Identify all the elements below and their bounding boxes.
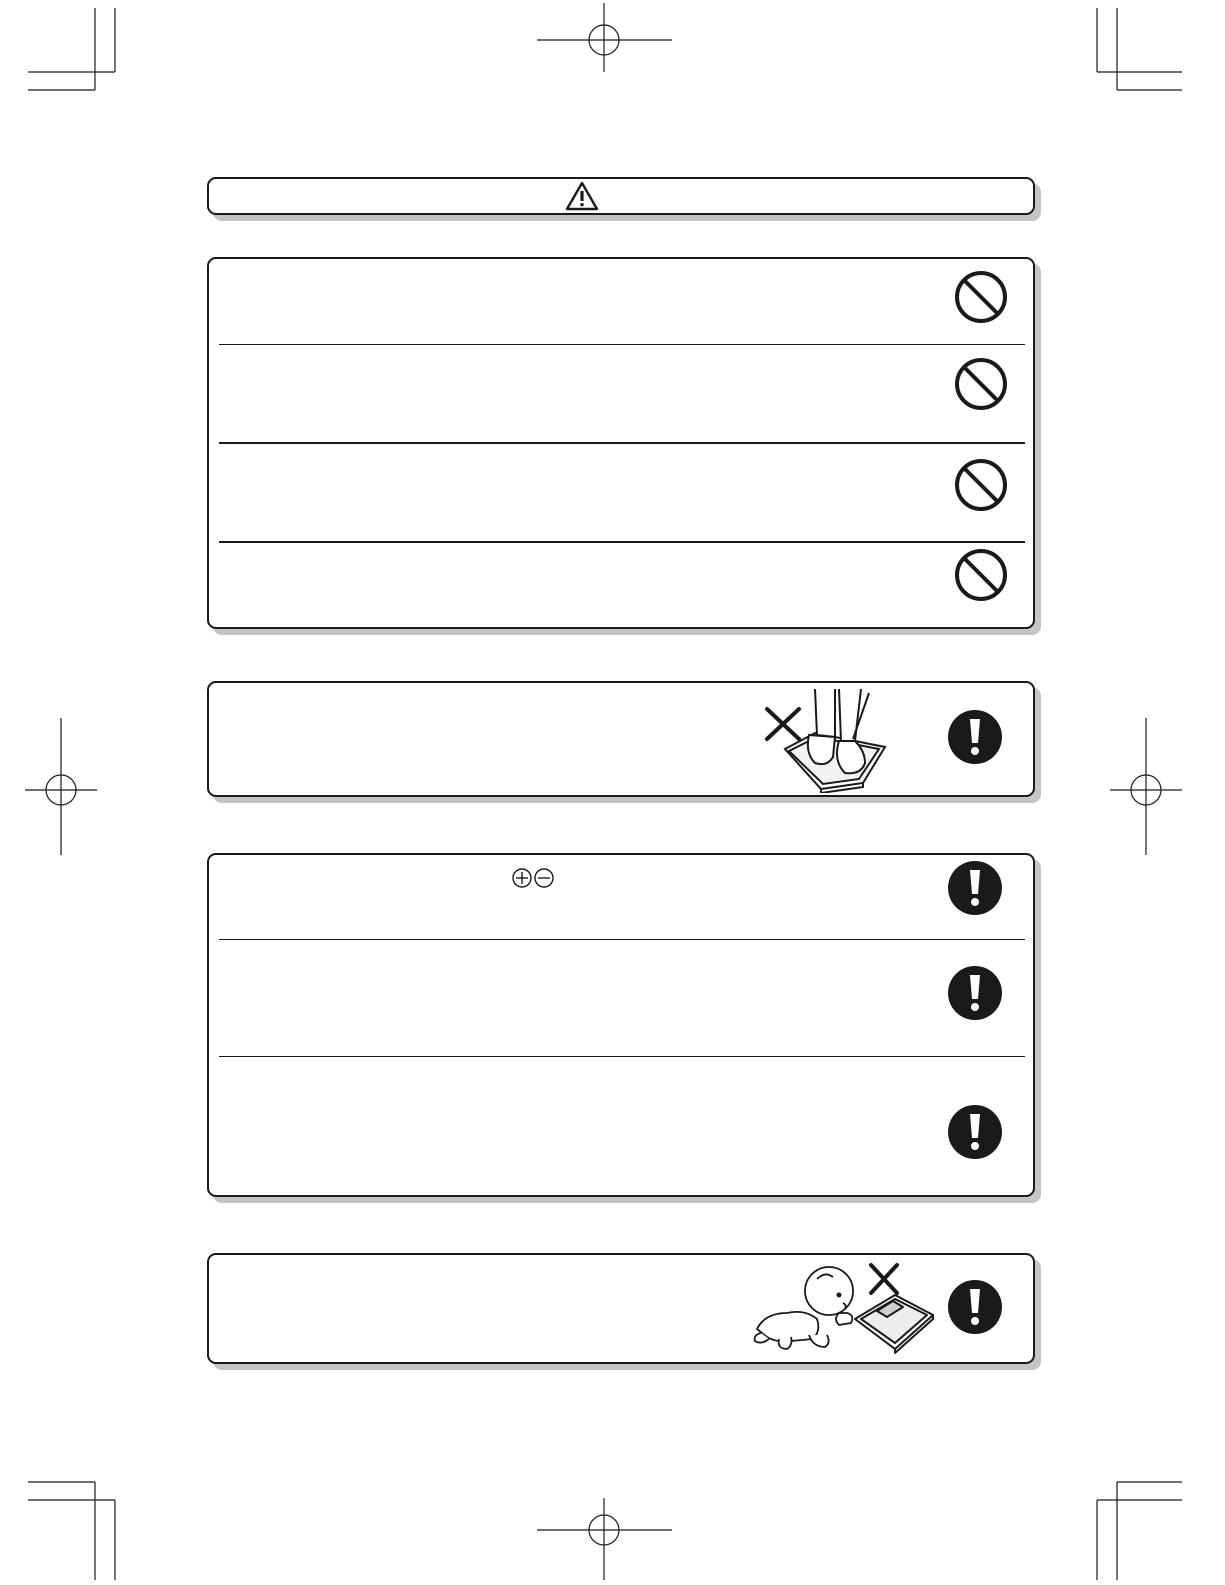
mandatory-action-icon bbox=[945, 1102, 1005, 1162]
prohibition-icon bbox=[951, 455, 1011, 515]
prohibition-icon bbox=[951, 354, 1011, 414]
feet-on-scale-crossed-illustration bbox=[759, 689, 899, 793]
prohibition-row bbox=[209, 543, 1033, 627]
mandatory-row bbox=[209, 1057, 1033, 1195]
mandatory-action-icon bbox=[945, 1277, 1005, 1337]
warning-header-bar bbox=[207, 177, 1035, 215]
prohibition-row bbox=[209, 345, 1033, 443]
battery-handling-panel bbox=[207, 853, 1035, 1197]
prohibition-row bbox=[209, 444, 1033, 541]
mandatory-row bbox=[209, 940, 1033, 1057]
prohibition-icon bbox=[951, 267, 1011, 327]
keep-from-children-panel bbox=[207, 1253, 1035, 1364]
mandatory-row bbox=[209, 855, 1033, 939]
prohibition-row bbox=[209, 259, 1033, 344]
warning-triangle-icon bbox=[565, 181, 599, 211]
prohibited-actions-panel bbox=[207, 257, 1035, 629]
prohibition-icon bbox=[951, 545, 1011, 605]
mandatory-action-icon bbox=[945, 707, 1005, 767]
feet-on-scale-panel bbox=[207, 681, 1035, 797]
mandatory-action-icon bbox=[945, 963, 1005, 1023]
mandatory-action-icon bbox=[945, 858, 1005, 918]
baby-and-scale-crossed-illustration bbox=[747, 1257, 937, 1361]
